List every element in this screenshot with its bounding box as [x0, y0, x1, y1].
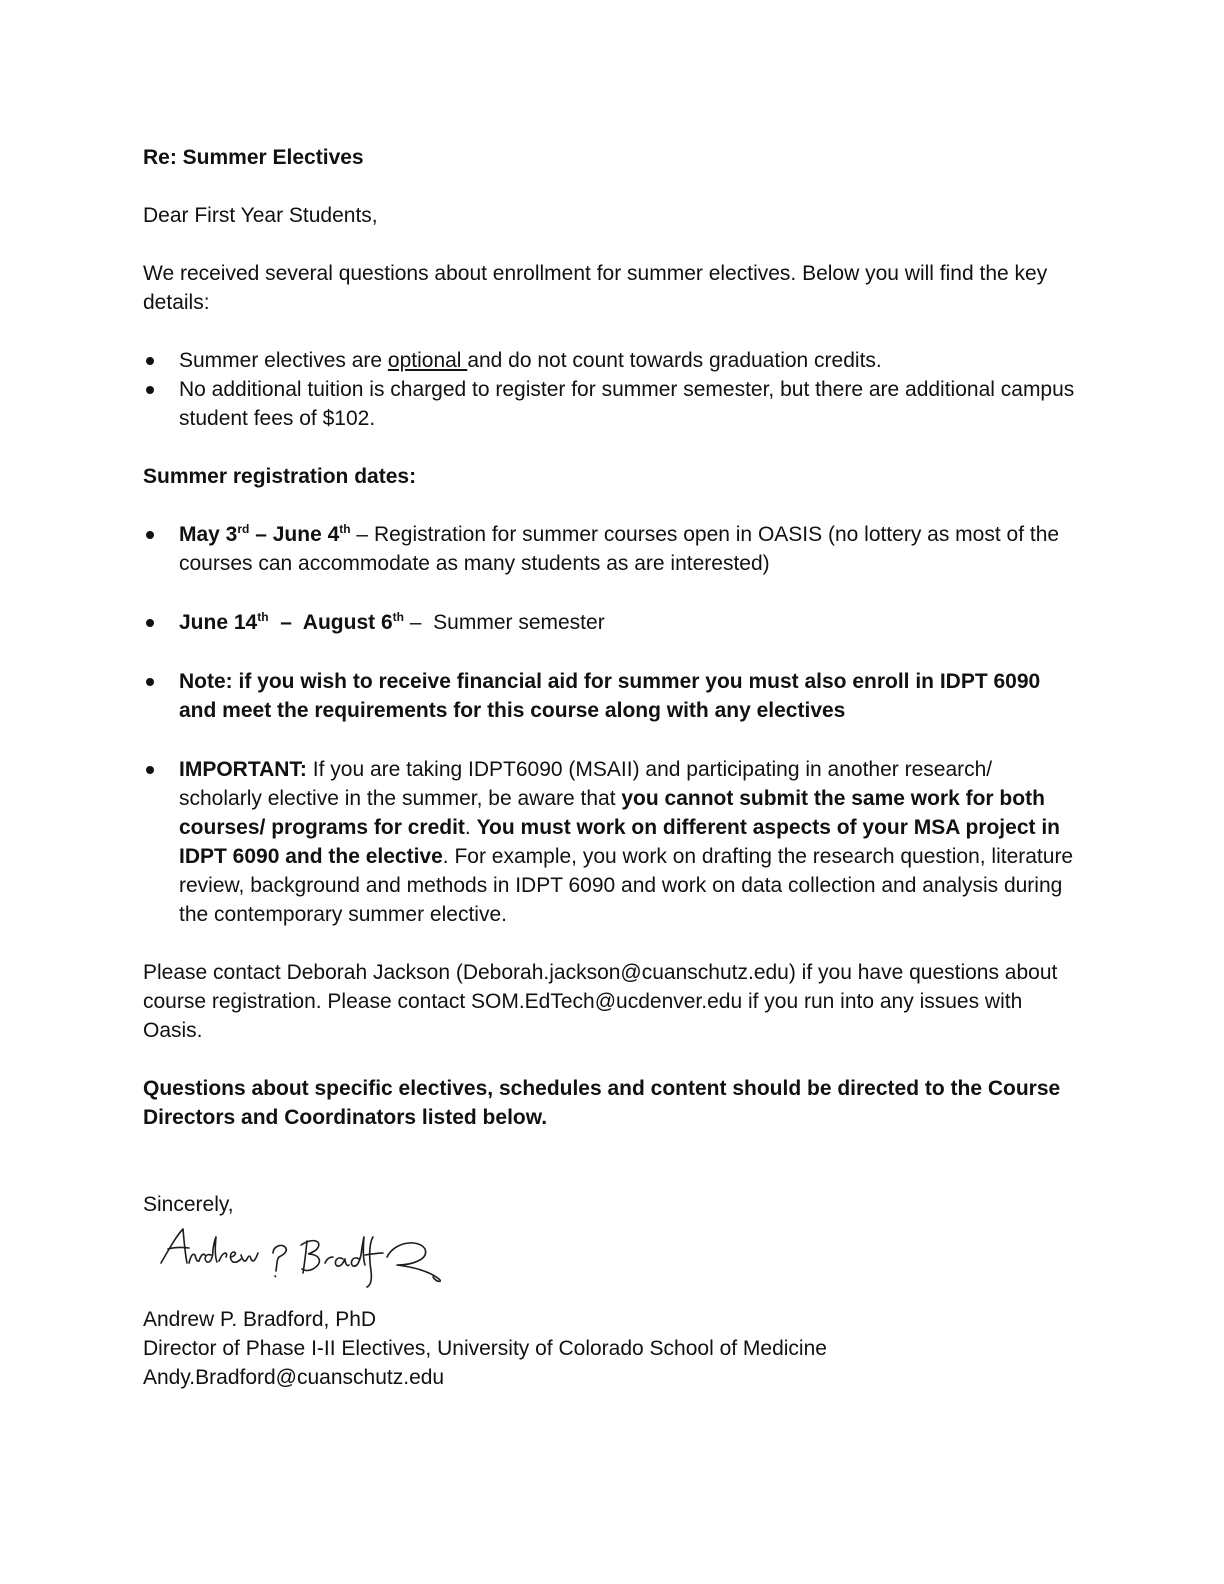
letter-body: [143, 143, 1078, 1392]
list-item-financial-aid-note: Note: if you wish to receive financial aid for summer you must also enroll in IDPT 6090 and meet the requirements for this course along with any electives: [143, 667, 1078, 725]
questions-paragraph: Questions about specific electives, schedules and content should be directed to the Course Directors and Coordinators listed below.: [143, 1077, 1061, 1129]
signer-title: Director of Phase I-II Electives, University of Colorado School of Medicine: [143, 1337, 827, 1360]
important-text: .: [464, 816, 477, 839]
list-item: No additional tuition is charged to register for summer semester, but there are additional campus student fees of $102.: [143, 375, 1078, 433]
important-label: IMPORTANT:: [179, 758, 307, 781]
signer-email[interactable]: Andy.Bradford@cuanschutz.edu: [143, 1366, 445, 1389]
semester-description: – Summer semester: [403, 611, 605, 634]
list-item-important: [143, 755, 1078, 929]
registration-heading: Summer registration dates:: [143, 465, 417, 488]
important-text: . For example, you work on drafting the research question, literature review, background and methods in IDPT 6090 and work on data collection and analysis during the contemporary summer elective.: [179, 845, 1074, 926]
letter-subject: Re: Summer Electives: [143, 146, 364, 169]
registration-end-date: June 4th: [272, 522, 351, 546]
semester-end-date: August 6th: [302, 610, 404, 634]
date-separator: –: [249, 523, 273, 546]
registration-start-date: May 3rd: [179, 522, 250, 546]
important-text: If you are taking IDPT6090 (MSAII) and participating in another research/ scholarly elective in the summer, be aware that: [179, 758, 993, 810]
important-emphasis: You must work on different aspects of your MSA project in IDPT 6090 and the elective: [179, 816, 1060, 868]
list-item-registration-window: [143, 520, 1078, 578]
handwritten-signature: [151, 1219, 471, 1305]
registration-description: – Registration for summer courses open in OASIS (no lottery as most of the courses can accommodate as many students as are interested): [179, 523, 1060, 575]
optional-text-after: and do not count towards graduation credits.: [467, 349, 882, 372]
registration-dates-list: [143, 520, 1078, 929]
important-emphasis: you cannot submit the same work for both courses/ programs for credit: [179, 787, 1045, 839]
list-item-summer-semester: [143, 608, 1078, 637]
semester-start-date: June 14th: [179, 610, 269, 634]
contact-paragraph: Please contact Deborah Jackson (Deborah.jackson@cuanschutz.edu) if you have questions about course registration. Please contact SOM.EdTech@ucdenver.edu if you run into any issues with Oasis.: [143, 961, 1058, 1042]
signer-block: [143, 1305, 1078, 1392]
list-item: [143, 346, 1078, 375]
optional-text-before: Summer electives are: [179, 349, 388, 372]
closing: Sincerely,: [143, 1193, 234, 1216]
date-separator: –: [268, 611, 303, 634]
intro-paragraph: We received several questions about enrollment for summer electives. Below you will find the key details:: [143, 262, 1048, 314]
signer-name: Andrew P. Bradford, PhD: [143, 1308, 377, 1331]
optional-emphasis: optional: [387, 349, 468, 372]
key-details-list: [143, 346, 1078, 433]
salutation: Dear First Year Students,: [143, 204, 378, 227]
